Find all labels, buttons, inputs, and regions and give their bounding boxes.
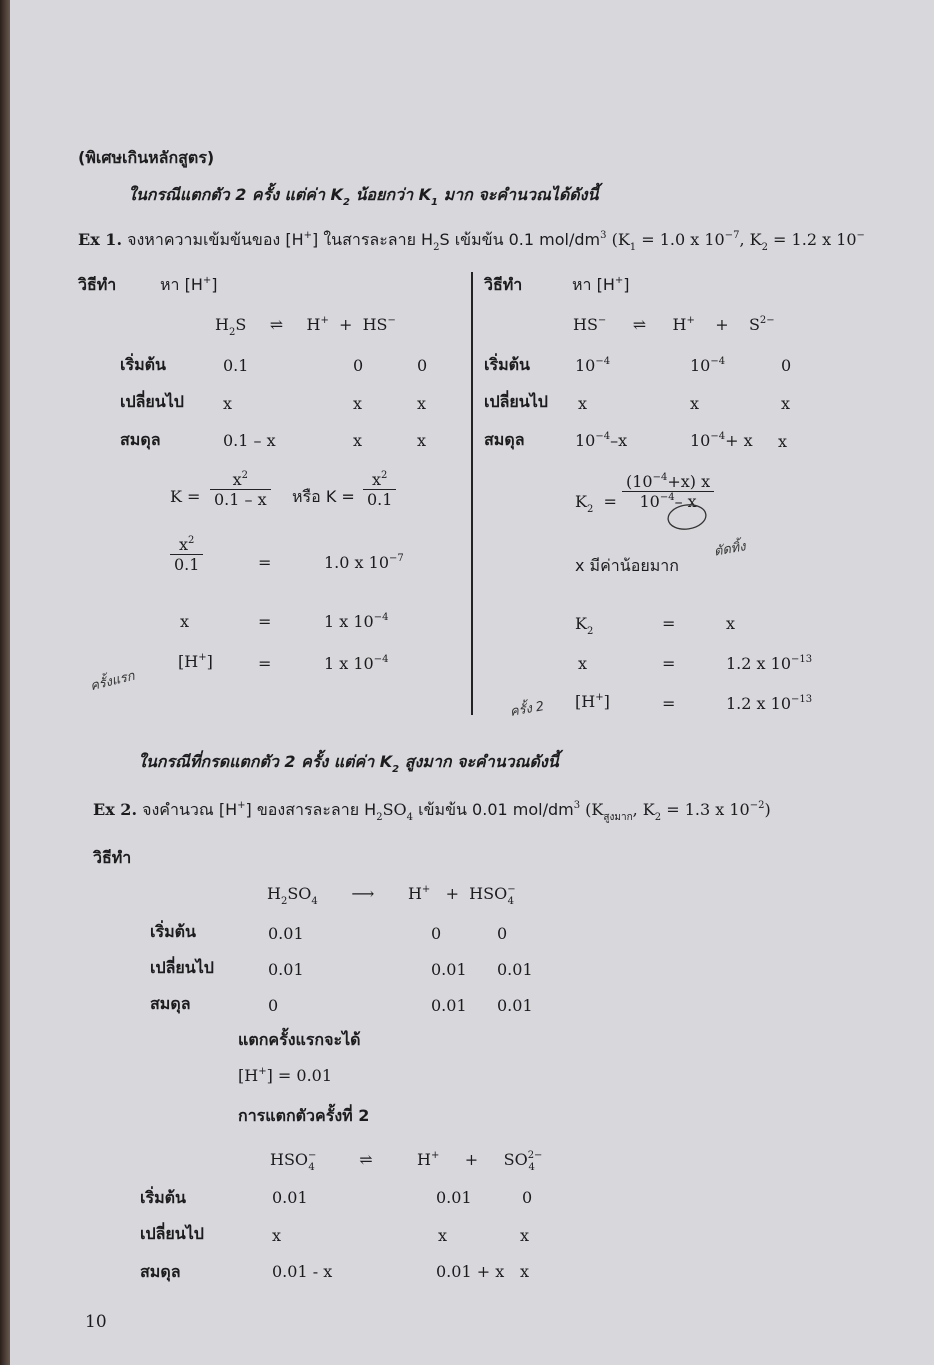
ex2-first-dissociation-label: แตกครั้งแรกจะได้ (238, 1030, 361, 1049)
ex1-left-k-lhs: K = (170, 487, 201, 506)
ex1-right-method-label: วิธีทำ (484, 275, 523, 294)
ex2-method-label: วิธีทำ (93, 848, 132, 867)
ex2-t1-row-start: เริ่มต้น (150, 922, 196, 941)
ex1-left-method-label: วิธีทำ (78, 275, 117, 294)
ex1-right-start-v3: 0 (781, 356, 792, 375)
ex1-right-start-v1: $10^{-4}$ (575, 356, 611, 375)
ex1-right-k-fraction: $\frac{(10^{-4}+x) x}{10^{-4}- x}$ (622, 472, 714, 511)
ex1-right-start-v2: $10^{-4}$ (690, 356, 726, 375)
ex1-left-eq-sign-3: = (258, 654, 272, 673)
ex1-left-change-v2: x (353, 394, 363, 413)
ex1-question: Ex 1. จงหาความเข้มข้นของ [H+] ในสารละลาย $H_2S$ เข้มข้น 0.1 mol/$dm^3$ ($K_1 = 1.0$ x $10^{-7}$, $K_2 = 1.2$ x 10− (78, 230, 865, 253)
ex1-right-eq-sign-2: = (662, 654, 676, 673)
ex2-t2-row-start: เริ่มต้น (140, 1188, 186, 1207)
ex1-left-start-v1: 0.1 (223, 356, 249, 375)
ex2-t1-start-v1: 0.01 (268, 924, 304, 943)
ex1-left-change-v3: x (417, 394, 427, 413)
ex2-t1-change-v1: 0.01 (268, 960, 304, 979)
ex1-right-eq-v3: x (778, 432, 788, 451)
ex2-equation-2: $HSO^-_4$ ⇌ H+ + $SO^{2-}_4$ (270, 1150, 543, 1173)
ex1-right-k2-lhs: $K_2$ (575, 614, 594, 637)
equilibrium-arrow-icon: ⇌ (359, 1150, 373, 1169)
ex2-t2-start-v1: 0.01 (272, 1188, 308, 1207)
ex2-equation-1: $H_2SO_4$ ⟶ H+ + $HSO^-_4$ (267, 884, 516, 907)
ex2-t2-eq-v2: 0.01 + x (436, 1262, 505, 1281)
ex1-right-row-eq: สมดุล (484, 430, 525, 449)
page-number: 10 (85, 1312, 107, 1332)
ex1-left-ka-value: 1.0 x $10^{-7}$ (324, 553, 404, 572)
textbook-page (10, 0, 934, 1365)
ex2-question: Ex 2. จงคำนวณ [H+] ของสารละลาย $H_2SO_4$ เข้มข้น 0.01 mol/$dm^3$ ($K_{สูงมาก}$, $K_2 = 1.3$ x $10^{-2}$) (93, 800, 771, 823)
ex1-right-k-lhs: $K_2$ = (575, 492, 617, 515)
ex1-right-h-lhs: [H+] (575, 692, 610, 711)
handwritten-cut-off: ตัดทิ้ง (712, 539, 747, 560)
ex2-t2-change-v1: x (272, 1226, 282, 1245)
ex1-right-x-value: 1.2 x $10^{-13}$ (726, 654, 813, 673)
ex1-right-equation: HS− ⇌ H+ + $S^{2-}$ (573, 315, 775, 334)
extra-curriculum-note: (พิเศษเกินหลักสูตร) (78, 148, 215, 167)
ex1-left-change-v1: x (223, 394, 233, 413)
ex1-left-start-v3: 0 (417, 356, 428, 375)
ex1-right-change-v3: x (781, 394, 791, 413)
ex1-right-eq-v1: $10^{-4}-x$ (575, 431, 628, 450)
ex2-t1-row-change: เปลี่ยนไป (150, 958, 214, 977)
bleed-through-text (890, 150, 894, 165)
ex2-t2-change-v3: x (520, 1226, 530, 1245)
ex1-left-row-start: เริ่มต้น (120, 355, 166, 374)
ex2-t1-eq-v1: 0 (268, 996, 279, 1015)
ex1-left-k-fraction: $\frac{x^2}{0.1 - x}$ (210, 470, 271, 509)
ex2-t2-change-v2: x (438, 1226, 448, 1245)
ex2-t1-eq-v3: 0.01 (497, 996, 533, 1015)
ex1-left-x-label: x (180, 612, 190, 631)
ex1-right-eq-v2: $10^{-4}+ x$ (690, 431, 753, 450)
ex2-t1-eq-v2: 0.01 (431, 996, 467, 1015)
ex1-right-change-v1: x (578, 394, 588, 413)
ex1-left-h-label: [H+] (178, 652, 213, 671)
equilibrium-arrow-icon: ⇌ (632, 315, 647, 334)
ex1-right-row-start: เริ่มต้น (484, 355, 530, 374)
ex1-left-eq-v2: x (353, 431, 363, 450)
ex1-right-eq-sign-1: = (662, 614, 676, 633)
ex2-h-result: [H+] = 0.01 (238, 1066, 333, 1085)
ex2-t1-row-eq: สมดุล (150, 994, 191, 1013)
ex1-right-eq-sign-3: = (662, 694, 676, 713)
ex1-left-h-value: 1 x $10^{-4}$ (324, 654, 389, 673)
case1-heading: ในกรณีแตกตัว 2 ครั้ง แต่ค่า $K_2$ น้อยกว่า $K_1$ มาก จะคำนวณได้ดังนี้ (128, 185, 599, 208)
ex2-t2-row-change: เปลี่ยนไป (140, 1224, 204, 1243)
ex2-t2-start-v2: 0.01 (436, 1188, 472, 1207)
handwritten-first-time: ครั้งแรก (88, 668, 137, 695)
book-spine (0, 0, 10, 1365)
ex2-second-dissociation-label: การแตกตัวครั้งที่ 2 (238, 1106, 370, 1125)
ex2-t1-start-v2: 0 (431, 924, 442, 943)
ex1-right-small-note: x มีค่าน้อยมาก (575, 556, 679, 575)
ex2-t2-eq-v1: 0.01 - x (272, 1262, 333, 1281)
ex1-left-start-v2: 0 (353, 356, 364, 375)
ex1-left-eq-v1: 0.1 – x (223, 431, 276, 450)
handwritten-circle-mark (664, 502, 710, 532)
ex2-t2-start-v3: 0 (522, 1188, 533, 1207)
ex2-t1-change-v3: 0.01 (497, 960, 533, 979)
ex1-right-change-v2: x (690, 394, 700, 413)
ex2-t1-change-v2: 0.01 (431, 960, 467, 979)
case2-heading: ในกรณีที่กรดแตกตัว 2 ครั้ง แต่ค่า $K_2$ สูงมาก จะคำนวณดังนี้ (138, 752, 559, 775)
ex1-right-k2-rhs: x (726, 614, 736, 633)
ex1-left-row-eq: สมดุล (120, 430, 161, 449)
column-divider (471, 272, 473, 715)
ex1-right-x-lhs: x (578, 654, 588, 673)
ex1-left-eq-v3: x (417, 431, 427, 450)
ex1-right-row-change: เปลี่ยนไป (484, 392, 548, 411)
ex2-t1-start-v3: 0 (497, 924, 508, 943)
ex1-left-k2-fraction: $\frac{x^2}{0.1}$ (363, 470, 396, 509)
ex1-left-x-value: 1 x $10^{-4}$ (324, 612, 389, 631)
ex1-left-find: หา [H+] (160, 275, 218, 294)
equilibrium-arrow-icon: ⇌ (269, 315, 284, 334)
ex2-t2-row-eq: สมดุล (140, 1262, 181, 1281)
ex1-left-x2-fraction: $\frac{x^2}{0.1}$ (170, 535, 203, 574)
ex1-left-eq-sign-1: = (258, 553, 272, 572)
ex1-left-eq-sign-2: = (258, 612, 272, 631)
ex1-left-row-change: เปลี่ยนไป (120, 392, 184, 411)
ex1-right-h-value: 1.2 x $10^{-13}$ (726, 694, 813, 713)
right-arrow-icon: ⟶ (351, 884, 375, 903)
ex1-left-or: หรือ K = (292, 487, 355, 506)
ex1-right-find: หา [H+] (572, 275, 630, 294)
handwritten-second-time: ครั้ง 2 (508, 699, 546, 720)
ex2-t2-eq-v3: x (520, 1262, 530, 1281)
ex1-left-equation: $H_2S$ ⇌ H+ + HS− (215, 315, 396, 338)
